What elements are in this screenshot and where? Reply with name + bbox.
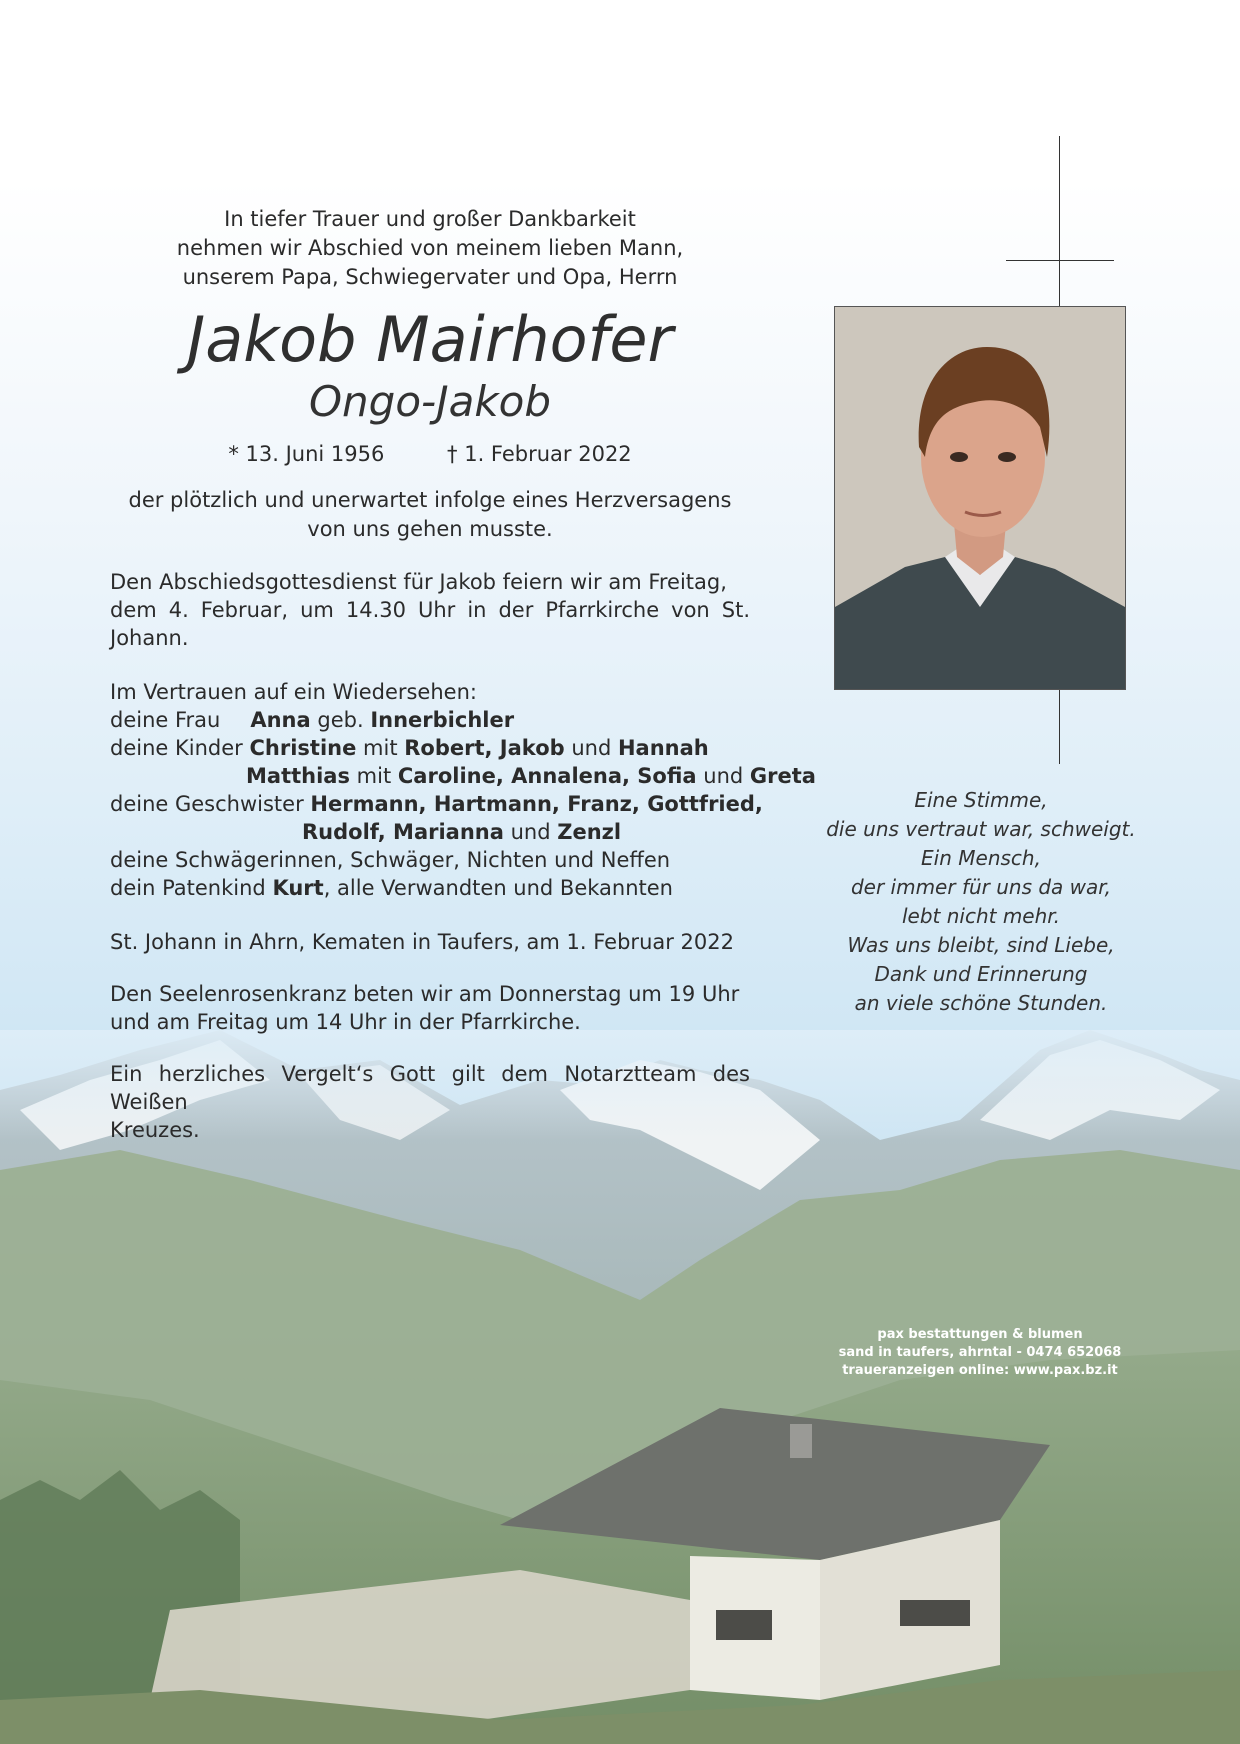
poem-line-6: Was uns bleibt, sind Liebe,	[847, 933, 1115, 957]
intro-line-3: unserem Papa, Schwiegervater und Opa, Herrn	[182, 265, 678, 289]
child-2-family-last: Greta	[749, 764, 816, 788]
godchild-name: Kurt	[272, 876, 324, 900]
circumstance-line-1: der plötzlich und unerwartet infolge eines Herzversagens	[128, 488, 732, 512]
service-line-1: Den Abschiedsgottesdienst für Jakob feiern wir am Freitag,	[110, 570, 727, 594]
memorial-poem	[808, 786, 1154, 1018]
mit-1: mit	[363, 736, 398, 760]
siblings-names-last: Zenzl	[557, 820, 622, 844]
credit-line-1: pax bestattungen & blumen	[877, 1327, 1083, 1342]
poem-line-2: die uns vertraut war, schweigt.	[826, 817, 1136, 841]
thanks-line-2: Kreuzes.	[110, 1118, 200, 1142]
deceased-nickname: Ongo-Jakob	[309, 377, 551, 426]
family-wife-row	[110, 706, 750, 734]
poem-line-1: Eine Stimme,	[914, 788, 1048, 812]
rosary-line-1: Den Seelenrosenkranz beten wir am Donnerstag um 19 Uhr	[110, 982, 740, 1006]
poem-line-5: lebt nicht mehr.	[901, 904, 1061, 928]
family-siblings-row-2	[110, 818, 750, 846]
deceased-name: Jakob Mairhofer	[186, 303, 674, 376]
intro-line-1: In tiefer Trauer und großer Dankbarkeit	[224, 207, 636, 231]
place-and-date: St. Johann in Ahrn, Kematen in Taufers, am 1. Februar 2022	[110, 930, 735, 954]
birth-date: * 13. Juni 1956	[228, 442, 385, 466]
death-date: † 1. Februar 2022	[447, 442, 632, 466]
family-inlaws-row: deine Schwägerinnen, Schwäger, Nichten und Neffen	[110, 848, 671, 872]
funeral-service-text	[110, 568, 750, 652]
credit-line-3: traueranzeigen online: www.pax.bz.it	[842, 1363, 1118, 1378]
child-1-family-last: Hannah	[617, 736, 709, 760]
thanks-line-1: Ein herzliches Vergelt‘s Gott gilt dem Notarztteam des Weißen	[110, 1062, 750, 1114]
godchild-label: dein Patenkind	[110, 876, 266, 900]
wife-maiden-name: Innerbichler	[370, 708, 515, 732]
und-1: und	[571, 736, 612, 760]
intro-text	[110, 205, 750, 292]
family-children-row-2	[110, 762, 816, 790]
mit-2: mit	[356, 764, 392, 788]
portrait-illustration	[835, 307, 1125, 689]
credit-line-2: sand in taufers, ahrntal - 0474 652068	[838, 1345, 1122, 1360]
poem-line-3: Ein Mensch,	[921, 846, 1041, 870]
family-siblings-row-1	[110, 790, 763, 818]
siblings-names-1: Hermann, Hartmann, Franz, Gottfried,	[310, 792, 763, 816]
siblings-label: deine Geschwister	[110, 792, 304, 816]
intro-line-2: nehmen wir Abschied von meinem lieben Mann,	[176, 236, 684, 260]
circumstance-line-2: von uns gehen musste.	[307, 517, 553, 541]
funeral-home-credit	[820, 1326, 1140, 1380]
poem-line-8: an viele schöne Stunden.	[854, 991, 1108, 1015]
thanks-text	[110, 1060, 750, 1144]
service-line-2: dem 4. Februar, um 14.30 Uhr in der Pfarrkirche von St. Johann.	[110, 598, 750, 650]
life-dates	[110, 442, 750, 466]
und-2: und	[703, 764, 744, 788]
death-circumstance	[110, 486, 750, 544]
child-2-family: Caroline, Annalena, Sofia	[397, 764, 697, 788]
child-1-family: Robert, Jakob	[404, 736, 565, 760]
rosary-line-2: und am Freitag um 14 Uhr in der Pfarrkirche.	[110, 1010, 581, 1034]
child-1: Christine	[249, 736, 357, 760]
family-list	[110, 678, 816, 902]
poem-line-7: Dank und Erinnerung	[874, 962, 1088, 986]
cross-horizontal-line	[1006, 260, 1114, 261]
und-3: und	[510, 820, 551, 844]
portrait-photo	[834, 306, 1126, 690]
wife-name: Anna	[250, 708, 311, 732]
wife-geb: geb.	[317, 708, 364, 732]
siblings-names-2: Rudolf, Marianna	[302, 820, 504, 844]
rosary-text	[110, 980, 750, 1036]
godchild-rest: , alle Verwandten und Bekannten	[323, 876, 673, 900]
obituary-text-column	[110, 205, 816, 1144]
family-godchild-row	[110, 874, 750, 902]
poem-line-4: der immer für uns da war,	[850, 875, 1112, 899]
family-children-row-1	[110, 734, 750, 762]
child-2: Matthias	[246, 764, 350, 788]
family-intro: Im Vertrauen auf ein Wiedersehen:	[110, 680, 477, 704]
wife-label: deine Frau	[110, 708, 221, 732]
children-label: deine Kinder	[110, 736, 243, 760]
